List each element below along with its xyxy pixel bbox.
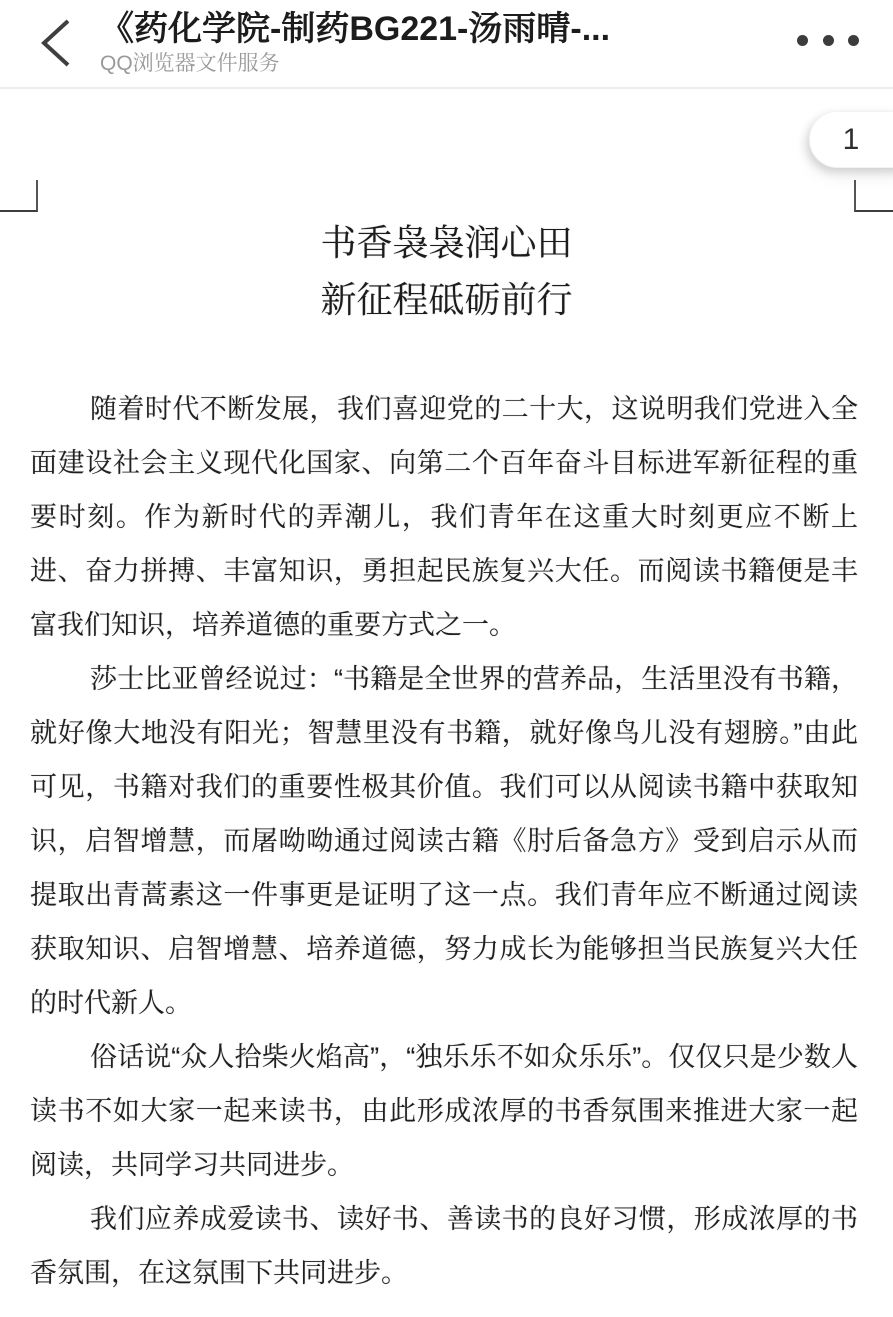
essay-line: 获取知识、启智增慧、培养道德，努力成长为能够担当民族复兴大任 bbox=[30, 934, 858, 964]
page-number: 1 bbox=[842, 123, 860, 156]
chevron-left-icon bbox=[34, 16, 82, 70]
app-header bbox=[0, 0, 893, 89]
more-menu-button[interactable] bbox=[795, 24, 861, 56]
essay-line: 就好像大地没有阳光；智慧里没有书籍，就好像鸟儿没有翅膀。”由此 bbox=[30, 718, 858, 748]
service-subtitle: QQ浏览器文件服务 bbox=[100, 52, 280, 75]
essay-line: 阅读，共同学习共同进步。 bbox=[30, 1150, 354, 1180]
essay-line: 俗话说“众人拾柴火焰高”，“独乐乐不如众乐乐”。仅仅只是少数人 bbox=[90, 1042, 858, 1072]
scan-corner-right bbox=[854, 180, 893, 212]
ellipsis-dot-icon bbox=[848, 35, 859, 46]
essay-line: 识，启智增慧，而屠呦呦通过阅读古籍《肘后备急方》受到启示从而 bbox=[30, 826, 858, 856]
essay-line: 莎士比亚曾经说过：“书籍是全世界的营养品，生活里没有书籍， bbox=[90, 664, 858, 694]
scan-corner-left bbox=[0, 180, 38, 212]
file-title: 《药化学院-制药BG221-汤雨晴-... bbox=[100, 10, 611, 48]
essay-line: 面建设社会主义现代化国家、向第二个百年奋斗目标进军新征程的重 bbox=[30, 448, 858, 478]
ellipsis-dot-icon bbox=[797, 35, 808, 46]
essay-line: 随着时代不断发展，我们喜迎党的二十大，这说明我们党进入全 bbox=[90, 394, 858, 424]
essay-line: 读书不如大家一起来读书，由此形成浓厚的书香氛围来推进大家一起 bbox=[30, 1096, 858, 1126]
essay-line: 香氛围，在这氛围下共同进步。 bbox=[30, 1258, 408, 1288]
document-scroll-area[interactable] bbox=[0, 89, 893, 1317]
essay-line: 的时代新人。 bbox=[30, 988, 192, 1018]
header-title-group bbox=[100, 8, 760, 77]
essay-title bbox=[0, 214, 893, 328]
essay-line: 提取出青蒿素这一件事更是证明了这一点。我们青年应不断通过阅读 bbox=[30, 880, 858, 910]
essay-title-line: 新征程砥砺前行 bbox=[320, 279, 573, 320]
essay-line: 我们应养成爱读书、读好书、善读书的良好习惯，形成浓厚的书 bbox=[90, 1204, 858, 1234]
essay-line: 进、奋力拼搏、丰富知识，勇担起民族复兴大任。而阅读书籍便是丰 bbox=[30, 556, 858, 586]
back-button[interactable] bbox=[34, 16, 82, 70]
essay-line: 要时刻。作为新时代的弄潮儿，我们青年在这重大时刻更应不断上 bbox=[30, 502, 858, 532]
essay-line: 可见，书籍对我们的重要性极其价值。我们可以从阅读书籍中获取知 bbox=[30, 772, 858, 802]
essay bbox=[30, 382, 858, 1300]
essay-title-line: 书香袅袅润心田 bbox=[320, 222, 573, 263]
essay-line: 富我们知识，培养道德的重要方式之一。 bbox=[30, 610, 516, 640]
page-number-badge[interactable] bbox=[809, 111, 893, 168]
ellipsis-dot-icon bbox=[823, 35, 834, 46]
